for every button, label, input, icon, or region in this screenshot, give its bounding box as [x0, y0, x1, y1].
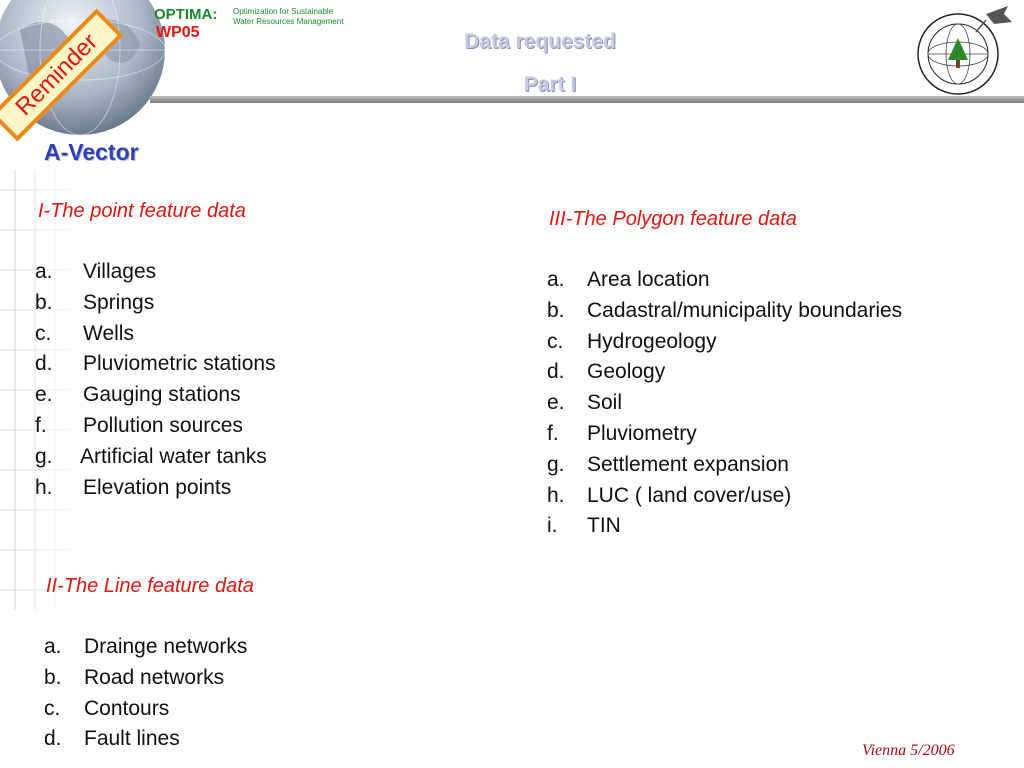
slide-title: Data requested: [464, 30, 616, 53]
line-feature-heading: II-The Line feature data: [46, 575, 254, 597]
list-item: e. Gauging stations: [35, 383, 241, 407]
header-divider-bar: [150, 96, 1024, 103]
list-item: d. Pluviometric stations: [35, 352, 276, 376]
list-item: c. Contours: [44, 696, 170, 720]
list-item: h. Elevation points: [35, 475, 232, 499]
list-item: e. Soil: [547, 391, 623, 415]
list-item: a. Villages: [35, 260, 157, 283]
polygon-feature-list: [547, 265, 1007, 542]
list-item: i. TIN: [547, 514, 621, 538]
list-item: d. Geology: [547, 360, 666, 384]
list-item: g. Artificial water tanks: [35, 444, 267, 468]
polygon-feature-heading: III-The Polygon feature data: [549, 208, 797, 230]
list-item: f. Pollution sources: [35, 413, 243, 437]
point-feature-list: [35, 257, 355, 503]
brand-subtitle: [233, 7, 343, 27]
slide-subtitle: Part I: [523, 73, 577, 96]
remote-sensing-center-logo: [908, 2, 1018, 98]
list-item: a. Drainge networks: [44, 635, 248, 658]
point-feature-heading: I-The point feature data: [38, 200, 246, 222]
footer-date: Vienna 5/2006: [862, 742, 955, 759]
reminder-ribbon: Reminder: [0, 9, 123, 142]
list-item: b. Road networks: [44, 665, 225, 689]
line-feature-list: [44, 632, 344, 755]
list-item: d. Fault lines: [44, 727, 180, 751]
work-package-label: WP05: [156, 24, 200, 41]
brand-name: OPTIMA:: [154, 6, 218, 23]
brand-subtitle-line1: Optimization for Sustainable: [233, 7, 334, 16]
list-item: b. Springs: [35, 290, 155, 314]
section-title: A-Vector: [44, 139, 139, 165]
list-item: g. Settlement expansion: [547, 452, 789, 476]
list-item: f. Pluviometry: [547, 421, 697, 445]
list-item: a. Area location: [547, 268, 710, 291]
brand-subtitle-line2: Water Resources Management: [233, 17, 344, 26]
list-item: c. Wells: [35, 321, 134, 345]
list-item: h. LUC ( land cover/use): [547, 483, 792, 507]
list-item: b. Cadastral/municipality boundaries: [547, 298, 903, 322]
list-item: c. Hydrogeology: [547, 329, 717, 353]
